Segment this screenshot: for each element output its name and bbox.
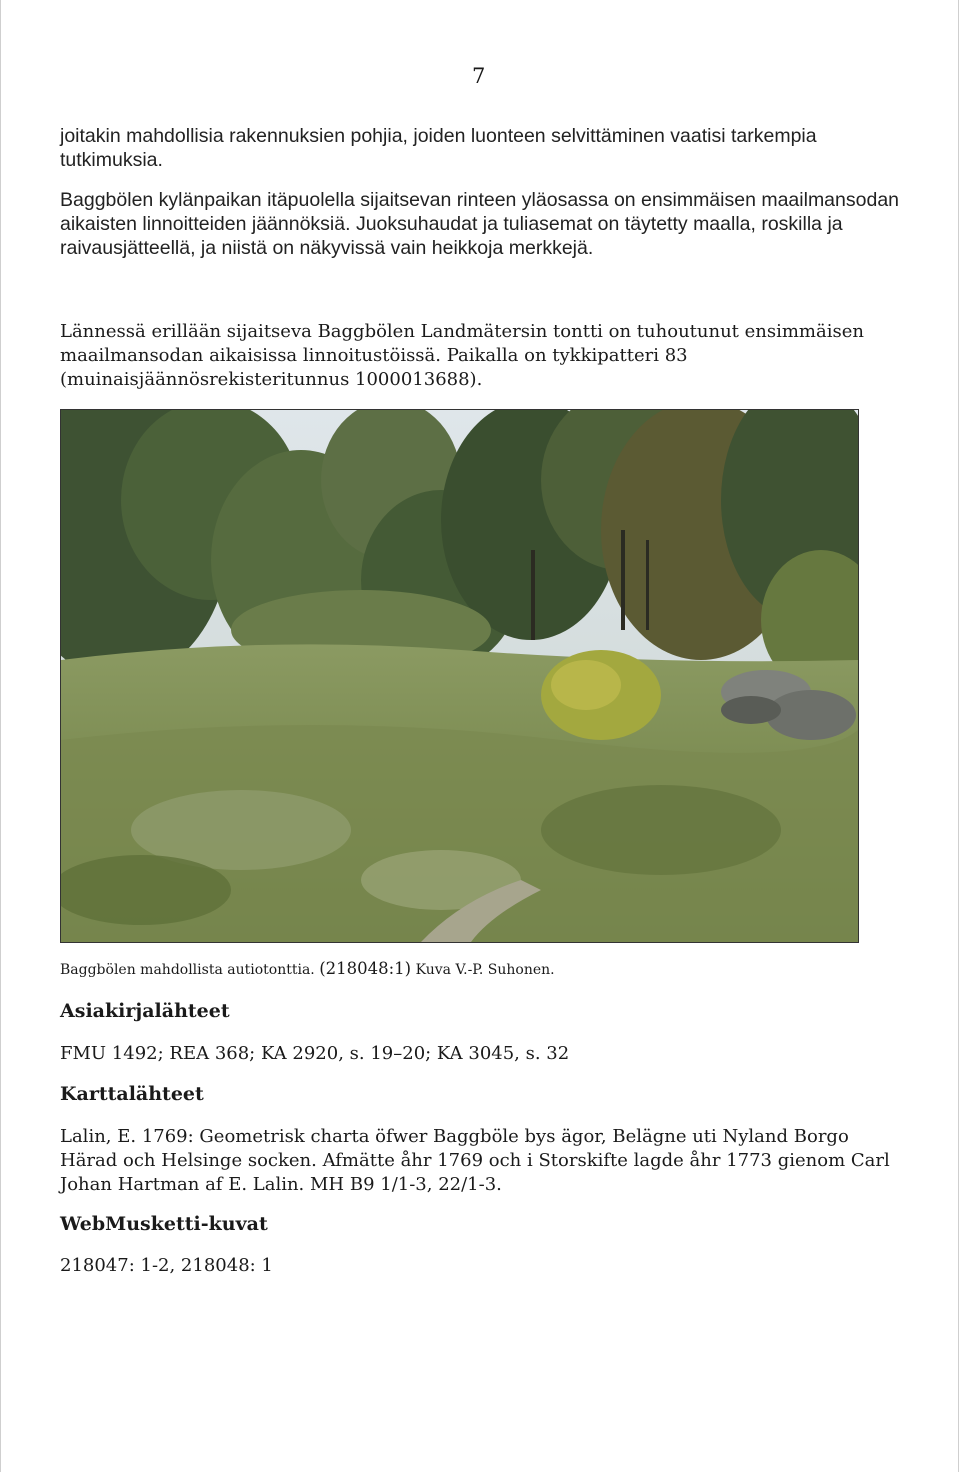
page-edge-left	[0, 0, 1, 1472]
landscape-photo	[60, 409, 859, 943]
caption-id: (218048:1)	[319, 959, 412, 978]
page-edge-right	[958, 0, 959, 1472]
heading-asiakirjalahteet: Asiakirjalähteet	[60, 1000, 230, 1022]
text-asiakirjalahteet: FMU 1492; REA 368; KA 2920, s. 19–20; KA 3045, s. 32	[60, 1043, 570, 1064]
caption-description: Baggbölen mahdollista autiotonttia.	[60, 962, 315, 978]
paragraph-intro: joitakin mahdollisia rakennuksien pohjia, joiden luonteen selvittäminen vaatisi tarkempia tutkimuksia.	[60, 125, 817, 171]
photo-caption	[60, 959, 555, 978]
heading-karttalahteet: Karttalähteet	[60, 1083, 204, 1105]
caption-credit: Kuva V.-P. Suhonen.	[415, 962, 555, 978]
paragraph-landmatersin: Lännessä erillään sijaitseva Baggbölen Landmätersin tontti on tuhoutunut ensimmäisen maailmansodan aikaisissa linnoitustöissä. Paikalla on tykkipatteri 83 (muinaisjäännösrekisteritunnus 1000013688).	[60, 321, 864, 390]
heading-webmusketti: WebMusketti-kuvat	[60, 1213, 268, 1235]
text-webmusketti: 218047: 1-2, 218048: 1	[60, 1255, 273, 1276]
text-karttalahteet: Lalin, E. 1769: Geometrisk charta öfwer Baggböle bys ägor, Belägne uti Nyland Borgo Härad och Helsinge socken. Afmätte åhr 1769 och i Storskifte lagde åhr 1773 gienom Carl Johan Hartman af E. Lalin. MH B9 1/1-3, 22/1-3.	[60, 1126, 890, 1195]
paragraph-fortifications: Baggbölen kylänpaikan itäpuolella sijaitsevan rinteen yläosassa on ensimmäisen maailmansodan aikaisten linnoitteiden jäännöksiä. Juoksuhaudat ja tuliasemat on täytetty maalla, roskilla ja raivausjätteellä, ja niistä on näkyvissä vain heikkoja merkkejä.	[60, 189, 900, 259]
page-number: 7	[472, 64, 486, 88]
